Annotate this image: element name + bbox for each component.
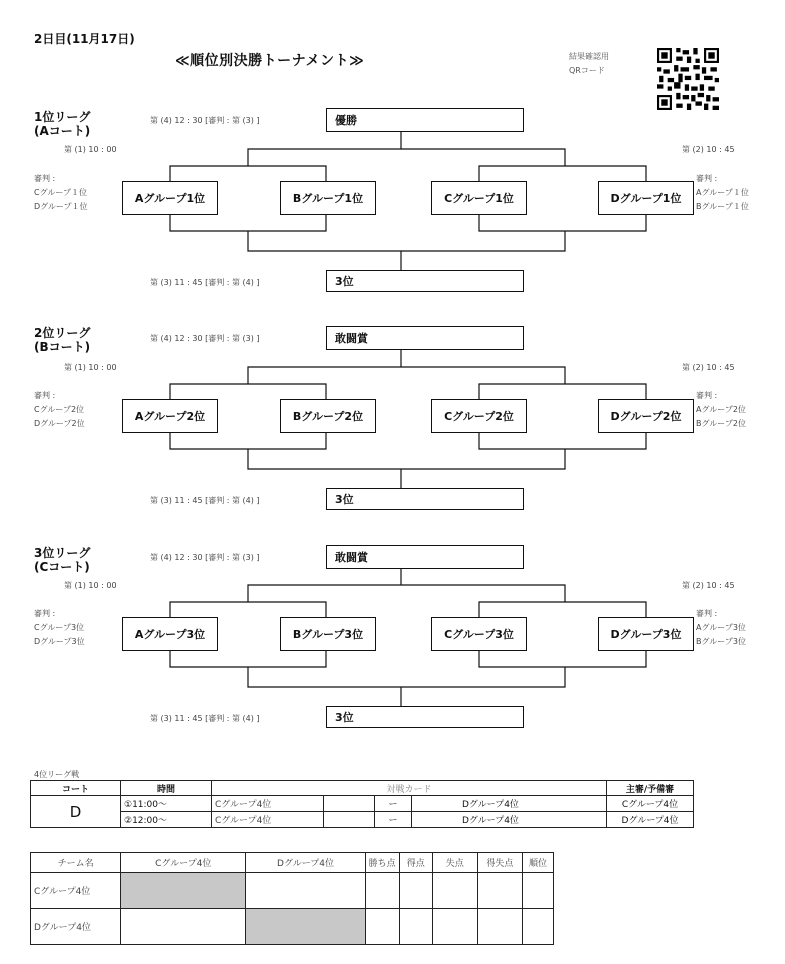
standings-header-goals-against: 失点	[432, 853, 477, 873]
bracket-line	[479, 384, 646, 399]
league-4-schedule-table	[30, 780, 694, 828]
match-vs: ー	[375, 812, 412, 828]
table-row	[31, 909, 554, 945]
standings-self-cell	[246, 909, 365, 945]
standings-self-cell	[121, 873, 246, 909]
league-3-left-ref-team1: Cグループ3位	[34, 623, 85, 632]
header-referee: 主審/予備審	[607, 781, 694, 796]
standings-cell[interactable]	[246, 873, 365, 909]
bracket-line	[248, 367, 565, 384]
standings-header-c: Cグループ4位	[121, 853, 246, 873]
table-row	[31, 873, 554, 909]
league-1-match1-time: 第 (1) 10 : 00	[64, 145, 117, 154]
match-referee: Cグループ4位	[607, 796, 694, 812]
league-2-team-d-label: Dグループ2位	[610, 410, 682, 423]
league-2-title-line2: (Bコート)	[34, 340, 91, 354]
match-referee: Dグループ4位	[607, 812, 694, 828]
league-3-match2-time: 第 (2) 10 : 45	[682, 581, 735, 590]
standings-cell[interactable]	[432, 909, 477, 945]
bracket-line	[248, 449, 565, 469]
league-1-team-c-label: Cグループ1位	[444, 192, 514, 205]
bracket-line	[479, 433, 646, 449]
league-1-third-label: 3位	[335, 275, 354, 288]
league-2-match1-time: 第 (1) 10 : 00	[64, 363, 117, 372]
league-2-final-info: 第 (4) 12 : 30 [審判 : 第 (3) ]	[150, 334, 260, 343]
match-away: Dグループ4位	[412, 812, 607, 828]
league-3-left-ref-team2: Dグループ3位	[34, 637, 85, 646]
bracket-line	[170, 651, 326, 667]
league-2-left-ref-head: 審判 :	[34, 391, 56, 400]
bracket-line	[170, 433, 326, 449]
bracket-line	[170, 384, 326, 399]
match-blank	[324, 812, 375, 828]
standings-header-points: 勝ち点	[365, 853, 399, 873]
match-time: ①11:00～	[121, 796, 212, 812]
qr-caption-line1: 結果確認用	[569, 52, 609, 61]
league-3-final-info: 第 (4) 12 : 30 [審判 : 第 (3) ]	[150, 553, 260, 562]
league-2-team-a-label: Aグループ2位	[134, 410, 206, 423]
league-1-final-info: 第 (4) 12 : 30 [審判 : 第 (3) ]	[150, 116, 260, 125]
league-2-left-ref-team1: Cグループ2位	[34, 405, 85, 414]
league-1-title-line2: (Aコート)	[34, 124, 91, 138]
bracket-line	[479, 651, 646, 667]
court-letter: D	[31, 796, 121, 828]
bracket-line	[479, 602, 646, 617]
league-3-team-d-label: Dグループ3位	[610, 628, 682, 641]
league-1-left-ref-head: 審判 :	[34, 174, 56, 183]
qr-caption-line2: QRコード	[569, 66, 605, 75]
league-3-third-info: 第 (3) 11 : 45 [審判 : 第 (4) ]	[150, 714, 260, 723]
league-3-title-line1: 3位リーグ	[34, 546, 91, 560]
league-2-left-ref-team2: Dグループ2位	[34, 419, 85, 428]
standings-cell[interactable]	[432, 873, 477, 909]
standings-header-team: チーム名	[31, 853, 121, 873]
league-1-right-ref-head: 審判 :	[696, 174, 718, 183]
match-home: Cグループ4位	[212, 796, 324, 812]
standings-cell[interactable]	[477, 873, 522, 909]
league-1-right-ref-team1: Aグループ１位	[696, 188, 749, 197]
league-2-third-label: 3位	[335, 493, 354, 506]
header-court: コート	[31, 781, 121, 796]
bracket-line	[479, 166, 646, 181]
table-row	[31, 796, 694, 812]
standings-team-name: Dグループ4位	[31, 909, 121, 945]
standings-cell[interactable]	[121, 909, 246, 945]
league-3-left-ref-head: 審判 :	[34, 609, 56, 618]
league-3-team-a-label: Aグループ3位	[134, 628, 206, 641]
standings-cell[interactable]	[522, 873, 553, 909]
match-time: ②12:00～	[121, 812, 212, 828]
league-1-third-info: 第 (3) 11 : 45 [審判 : 第 (4) ]	[150, 278, 260, 287]
match-away: Dグループ4位	[412, 796, 607, 812]
league-3-team-b-label: Bグループ3位	[292, 628, 364, 641]
standings-header-goal-diff: 得失点	[477, 853, 522, 873]
league-1-team-d-label: Dグループ1位	[610, 192, 682, 205]
standings-cell[interactable]	[365, 873, 399, 909]
bracket-line	[170, 215, 326, 231]
match-blank	[324, 796, 375, 812]
league-1-final-label: 優勝	[335, 114, 357, 127]
league-3-right-ref-team2: Bグループ3位	[696, 637, 746, 646]
league-1-title-line1: 1位リーグ	[34, 110, 91, 124]
league-2-team-c-label: Cグループ2位	[444, 410, 514, 423]
league-2-final-label: 敢闘賞	[335, 332, 368, 345]
league-3-third-label: 3位	[335, 711, 354, 724]
league-4-label: 4位リーグ戦	[34, 770, 80, 779]
league-1-left-ref-team1: Cグループ１位	[34, 188, 87, 197]
league-2-match2-time: 第 (2) 10 : 45	[682, 363, 735, 372]
league-3-right-ref-team1: Aグループ3位	[696, 623, 746, 632]
bracket-line	[479, 215, 646, 231]
bracket-line	[170, 602, 326, 617]
match-home: Cグループ4位	[212, 812, 324, 828]
table-row	[31, 812, 694, 828]
league-2-team-b-label: Bグループ2位	[292, 410, 364, 423]
league-1-team-a-label: Aグループ1位	[134, 192, 206, 205]
standings-cell[interactable]	[522, 909, 553, 945]
league-2-right-ref-team2: Bグループ2位	[696, 419, 746, 428]
standings-header-d: Dグループ4位	[246, 853, 365, 873]
page-title: ≪順位別決勝トーナメント≫	[175, 53, 365, 69]
standings-team-name: Cグループ4位	[31, 873, 121, 909]
header-match-card: 対戦カード	[212, 781, 607, 796]
league-3-title-line2: (Cコート)	[34, 560, 90, 574]
league-1-team-b-label: Bグループ1位	[292, 192, 364, 205]
standings-cell[interactable]	[365, 909, 399, 945]
league-2-title-line1: 2位リーグ	[34, 326, 91, 340]
header-time: 時間	[121, 781, 212, 796]
match-vs: ー	[375, 796, 412, 812]
bracket-line	[248, 149, 565, 166]
standings-cell[interactable]	[477, 909, 522, 945]
league-3-team-c-label: Cグループ3位	[444, 628, 514, 641]
bracket-line	[170, 166, 326, 181]
league-3-right-ref-head: 審判 :	[696, 609, 718, 618]
league-2-third-info: 第 (3) 11 : 45 [審判 : 第 (4) ]	[150, 496, 260, 505]
league-1-left-ref-team2: Dグループ１位	[34, 202, 88, 211]
league-2-right-ref-team1: Aグループ2位	[696, 405, 746, 414]
bracket-line	[248, 585, 565, 602]
league-3-final-label: 敢闘賞	[335, 551, 368, 564]
schedule-date: 2日目(11月17日)	[34, 32, 135, 46]
standings-header-rank: 順位	[522, 853, 553, 873]
league-3-match1-time: 第 (1) 10 : 00	[64, 581, 117, 590]
standings-cell[interactable]	[399, 909, 432, 945]
bracket-line	[248, 667, 565, 687]
league-2-right-ref-head: 審判 :	[696, 391, 718, 400]
bracket-line	[248, 231, 565, 251]
league-4-standings-table	[30, 852, 554, 945]
standings-cell[interactable]	[399, 873, 432, 909]
league-1-match2-time: 第 (2) 10 : 45	[682, 145, 735, 154]
league-1-right-ref-team2: Bグループ１位	[696, 202, 749, 211]
standings-header-goals-for: 得点	[399, 853, 432, 873]
